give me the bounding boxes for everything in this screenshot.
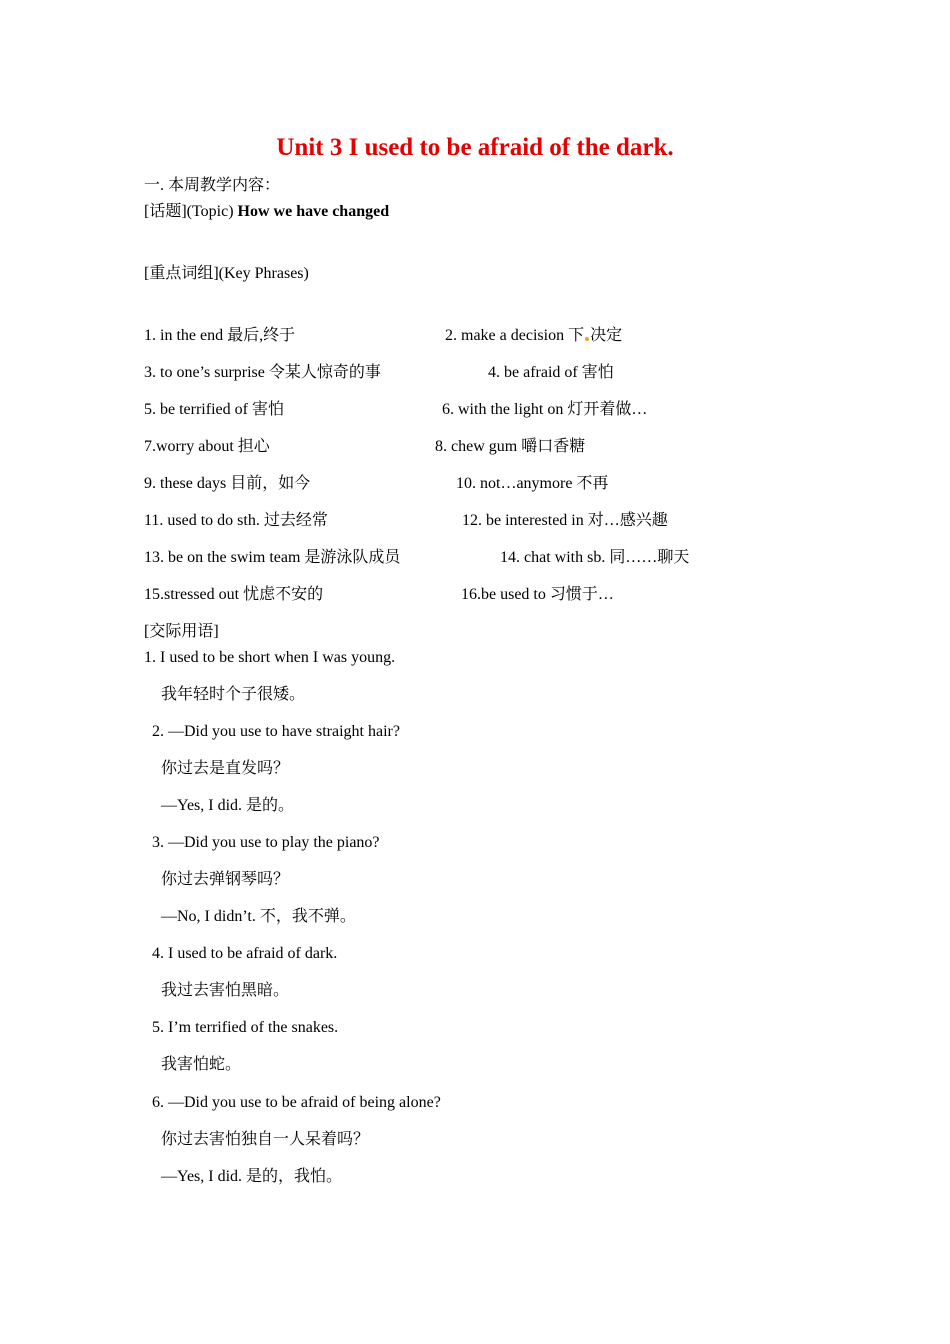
phrase-item: 10. not…anymore 不再: [456, 475, 609, 492]
phrase-item: 16.be used to 习惯于…: [461, 586, 614, 603]
phrase-text: 2. make a decision 下: [445, 327, 585, 344]
expression-line: 4. I used to be afraid of dark.: [152, 945, 338, 962]
phrase-item: 12. be interested in 对…感兴趣: [462, 512, 668, 529]
phrase-item: 11. used to do sth. 过去经常: [144, 512, 328, 529]
expression-answer: —Yes, I did. 是的，我怕。: [161, 1168, 343, 1185]
expression-line: 5. I’m terrified of the snakes.: [152, 1019, 339, 1036]
expression-line: 6. —Did you use to be afraid of being alone?: [152, 1094, 441, 1111]
expression-translation: 你过去弹钢琴吗？: [161, 871, 290, 888]
expression-line: 1. I used to be short when I was young.: [144, 649, 396, 666]
expression-line: 3. —Did you use to play the piano?: [152, 834, 380, 851]
expression-answer: —No, I didn’t. 不，我不弹。: [161, 908, 356, 925]
phrase-item: 3. to one’s surprise 令某人惊奇的事: [144, 364, 381, 381]
expression-answer: —Yes, I did. 是的。: [161, 797, 295, 814]
phrase-text-cont: 决定: [590, 327, 623, 344]
orange-dot-mark: [585, 337, 589, 341]
expressions-heading: [交际用语]: [144, 623, 219, 640]
phrase-item: 5. be terrified of 害怕: [144, 401, 284, 418]
phrase-item: 7.worry about 担心: [144, 438, 270, 455]
topic-value: How we have changed: [237, 203, 390, 220]
expression-translation: 我年轻时个子很矮。: [161, 686, 306, 703]
phrase-item: 6. with the light on 灯开着做…: [442, 401, 648, 418]
expression-line: 2. —Did you use to have straight hair?: [152, 723, 400, 740]
expression-translation: 我害怕蛇。: [161, 1056, 242, 1073]
document-title: Unit 3 I used to be afraid of the dark.: [276, 134, 674, 161]
expression-translation: 你过去害怕独自一人呆着吗？: [161, 1131, 370, 1148]
phrase-item: 15.stressed out 忧虑不安的: [144, 586, 324, 603]
phrase-item: 14. chat with sb. 同……聊天: [500, 549, 690, 566]
phrase-item: 13. be on the swim team 是游泳队成员: [144, 549, 401, 566]
phrase-item: 9. these days 目前，如今: [144, 475, 311, 492]
topic-line: [144, 202, 389, 222]
expression-translation: 我过去害怕黑暗。: [161, 982, 290, 999]
phrase-item: 8. chew gum 嚼口香糖: [435, 438, 586, 455]
phrase-item: 1. in the end 最后,终于: [144, 327, 296, 344]
topic-label: [话题](Topic): [144, 203, 238, 220]
phrase-item: 4. be afraid of 害怕: [488, 364, 614, 381]
phrase-item: [445, 326, 622, 346]
expression-translation: 你过去是直发吗？: [161, 760, 290, 777]
key-phrases-heading: [重点词组](Key Phrases): [144, 265, 309, 282]
section-heading-weekly-content: 一. 本周教学内容：: [144, 177, 281, 194]
